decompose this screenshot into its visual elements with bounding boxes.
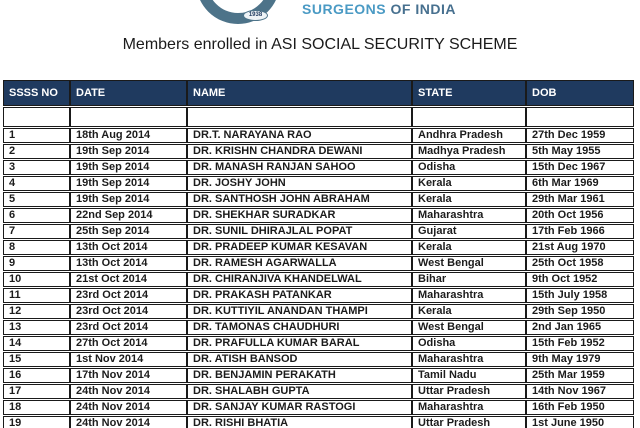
organization-name-part1: SURGEONS: [302, 1, 387, 17]
table-cell: DR. KUTTIYIL ANANDAN THAMPI: [187, 304, 412, 319]
table-cell: Bihar: [412, 272, 526, 287]
table-cell: 3: [3, 160, 70, 175]
table-cell: Kerala: [412, 176, 526, 191]
table-cell: Kerala: [412, 240, 526, 255]
table-cell: DR. SHALABH GUPTA: [187, 384, 412, 399]
table-cell: 14: [3, 336, 70, 351]
table-row: [3, 416, 634, 428]
table-row: [3, 288, 634, 303]
table-cell: Kerala: [412, 192, 526, 207]
table-cell: 9: [3, 256, 70, 271]
table-cell: 1st June 1950: [526, 416, 634, 428]
table-cell: 19th Sep 2014: [70, 192, 187, 207]
table-cell: DR. KRISHN CHANDRA DEWANI: [187, 144, 412, 159]
table-cell: 1: [3, 128, 70, 143]
table-row: [3, 272, 634, 287]
table-cell: DR.T. NARAYANA RAO: [187, 128, 412, 143]
table-cell: DR. SUNIL DHIRAJLAL POPAT: [187, 224, 412, 239]
table-row: [3, 144, 634, 159]
header-row: [3, 80, 634, 106]
table-row: [3, 368, 634, 383]
table-cell: 16: [3, 368, 70, 383]
table-cell: Maharashtra: [412, 400, 526, 415]
table-cell: 24th Nov 2014: [70, 384, 187, 399]
table-cell: Odisha: [412, 336, 526, 351]
table-cell: 17th Nov 2014: [70, 368, 187, 383]
table-cell: Andhra Pradesh: [412, 128, 526, 143]
table-cell: 2nd Jan 1965: [526, 320, 634, 335]
table-row: [3, 160, 634, 175]
table-cell: Maharashtra: [412, 288, 526, 303]
table-cell: 15th Dec 1967: [526, 160, 634, 175]
table-cell: 19th Sep 2014: [70, 144, 187, 159]
table-cell: DR. MANASH RANJAN SAHOO: [187, 160, 412, 175]
table-cell: DR. BENJAMIN PERAKATH: [187, 368, 412, 383]
table-cell: DR. PRAKASH PATANKAR: [187, 288, 412, 303]
table-cell: 15th July 1958: [526, 288, 634, 303]
seal-year-badge: 1938: [243, 10, 268, 21]
table-cell: 19th Sep 2014: [70, 176, 187, 191]
table-cell: 12: [3, 304, 70, 319]
table-cell: Odisha: [412, 160, 526, 175]
table-cell: West Bengal: [412, 320, 526, 335]
table-cell: 7: [3, 224, 70, 239]
table-cell: 16th Feb 1950: [526, 400, 634, 415]
table-cell: DR. CHIRANJIVA KHANDELWAL: [187, 272, 412, 287]
table-row: [3, 224, 634, 239]
table-cell: 19th Sep 2014: [70, 160, 187, 175]
table-cell: DR. RAMESH AGARWALLA: [187, 256, 412, 271]
table-cell: 27th Oct 2014: [70, 336, 187, 351]
table-cell: Madhya Pradesh: [412, 144, 526, 159]
organization-name: [302, 1, 456, 17]
table-cell: 23rd Oct 2014: [70, 288, 187, 303]
table-cell: 24th Nov 2014: [70, 416, 187, 428]
table-cell: 25th Sep 2014: [70, 224, 187, 239]
table-cell: 14th Nov 1967: [526, 384, 634, 399]
table-cell: DR. TAMONAS CHAUDHURI: [187, 320, 412, 335]
table-row: [3, 352, 634, 367]
table-cell: 20th Oct 1956: [526, 208, 634, 223]
table-cell: DR. PRAFULLA KUMAR BARAL: [187, 336, 412, 351]
table-cell: Uttar Pradesh: [412, 416, 526, 428]
table-cell: 13th Oct 2014: [70, 240, 187, 255]
table-cell: 23rd Oct 2014: [70, 320, 187, 335]
table-cell: Maharashtra: [412, 352, 526, 367]
table-cell: Tamil Nadu: [412, 368, 526, 383]
table-row: [3, 192, 634, 207]
table-cell: 11: [3, 288, 70, 303]
table-cell: 17th Feb 1966: [526, 224, 634, 239]
table-row: [3, 240, 634, 255]
table-row: [3, 400, 634, 415]
table-cell: DR. SHEKHAR SURADKAR: [187, 208, 412, 223]
table-cell: 8: [3, 240, 70, 255]
table-cell: 18: [3, 400, 70, 415]
column-header: DOB: [526, 80, 634, 106]
page-title: Members enrolled in ASI SOCIAL SECURITY SCHEME: [122, 36, 518, 53]
spacer-cell: [187, 107, 412, 127]
table-row: [3, 208, 634, 223]
table-cell: 29th Sep 1950: [526, 304, 634, 319]
table-row: [3, 304, 634, 319]
spacer-cell: [526, 107, 634, 127]
society-seal-icon: [196, 0, 280, 24]
members-table-header: [3, 80, 634, 106]
table-cell: 25th Mar 1959: [526, 368, 634, 383]
spacer-cell: [412, 107, 526, 127]
table-cell: 18th Aug 2014: [70, 128, 187, 143]
table-cell: 5: [3, 192, 70, 207]
table-cell: 6: [3, 208, 70, 223]
table-row: [3, 384, 634, 399]
table-cell: DR. SANJAY KUMAR RASTOGI: [187, 400, 412, 415]
table-cell: DR. RISHI BHATIA: [187, 416, 412, 428]
table-row: [3, 320, 634, 335]
table-cell: 10: [3, 272, 70, 287]
table-cell: 17: [3, 384, 70, 399]
table-cell: 22nd Sep 2014: [70, 208, 187, 223]
column-header: SSSS NO: [3, 80, 70, 106]
table-cell: DR. ATISH BANSOD: [187, 352, 412, 367]
members-table: [3, 79, 634, 428]
column-header: DATE: [70, 80, 187, 106]
spacer-cell: [70, 107, 187, 127]
table-row: [3, 128, 634, 143]
table-cell: Maharashtra: [412, 208, 526, 223]
table-cell: 27th Dec 1959: [526, 128, 634, 143]
table-cell: 13: [3, 320, 70, 335]
column-header: NAME: [187, 80, 412, 106]
table-cell: DR. JOSHY JOHN: [187, 176, 412, 191]
table-cell: 6th Mar 1969: [526, 176, 634, 191]
table-cell: 1st Nov 2014: [70, 352, 187, 367]
table-cell: 15: [3, 352, 70, 367]
table-row: [3, 336, 634, 351]
table-cell: DR. SANTHOSH JOHN ABRAHAM: [187, 192, 412, 207]
table-row: [3, 256, 634, 271]
organization-name-part2: OF INDIA: [386, 1, 456, 17]
table-cell: 21st Oct 2014: [70, 272, 187, 287]
table-cell: 21st Aug 1970: [526, 240, 634, 255]
table-cell: 13th Oct 2014: [70, 256, 187, 271]
table-cell: 23rd Oct 2014: [70, 304, 187, 319]
table-row: [3, 176, 634, 191]
table-cell: 24th Nov 2014: [70, 400, 187, 415]
table-cell: 9th May 1979: [526, 352, 634, 367]
table-cell: 19: [3, 416, 70, 428]
table-cell: 25th Oct 1958: [526, 256, 634, 271]
table-cell: Gujarat: [412, 224, 526, 239]
table-cell: 15th Feb 1952: [526, 336, 634, 351]
table-cell: West Bengal: [412, 256, 526, 271]
table-cell: Uttar Pradesh: [412, 384, 526, 399]
table-cell: 4: [3, 176, 70, 191]
table-cell: 2: [3, 144, 70, 159]
column-header: STATE: [412, 80, 526, 106]
spacer-cell: [3, 107, 70, 127]
table-cell: 29th Mar 1961: [526, 192, 634, 207]
table-cell: 5th May 1955: [526, 144, 634, 159]
table-cell: 9th Oct 1952: [526, 272, 634, 287]
table-cell: Kerala: [412, 304, 526, 319]
table-cell: DR. PRADEEP KUMAR KESAVAN: [187, 240, 412, 255]
spacer-row: [3, 107, 634, 127]
